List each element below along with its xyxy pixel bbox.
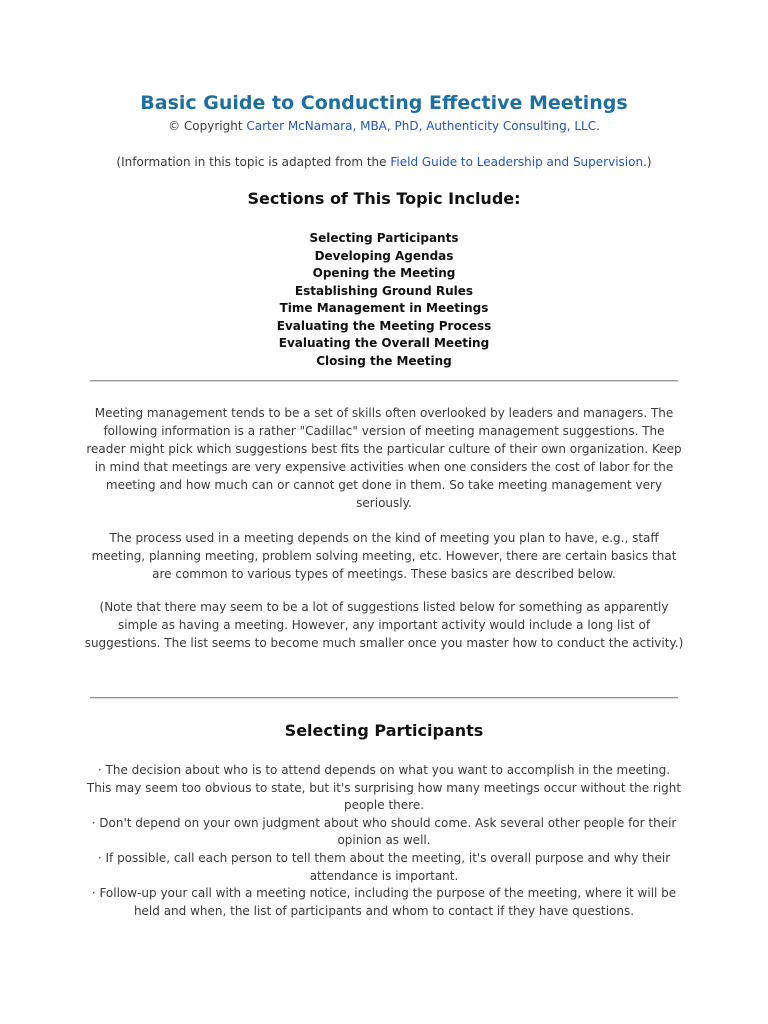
list-item: · The decision about who is to attend depends on what you want to accomplish in the meeting. This may seem too obvious to state, but it's surprising how many meetings occur without the right people there. (86, 763, 682, 813)
selecting-participants-heading: Selecting Participants (284, 721, 484, 740)
author-link[interactable]: Carter McNamara, MBA, PhD, Authenticity Consulting, LLC (246, 119, 597, 133)
divider (90, 697, 678, 699)
sections-heading: Sections of This Topic Include: (247, 189, 521, 208)
toc-item-closing-the-meeting[interactable]: Closing the Meeting (316, 353, 452, 368)
list-item: · Follow-up your call with a meeting notice, including the purpose of the meeting, where it will be held and when, the list of participants and whom to contact if they have questions. (91, 886, 677, 918)
toc-item-evaluating-overall[interactable]: Evaluating the Overall Meeting (278, 336, 490, 350)
list-item: · If possible, call each person to tell them about the meeting, it's overall purpose and why their attendance is important. (97, 850, 671, 883)
source-note-suffix: .) (643, 155, 652, 169)
toc-item-time-management[interactable]: Time Management in Meetings (279, 301, 489, 315)
source-note-prefix: (Information in this topic is adapted from the (116, 155, 391, 169)
intro-paragraph-1: Meeting management tends to be a set of skills often overlooked by leaders and managers. The following information is a rather "Cadillac" version of meeting management suggestions. The reader might pick which suggestions best fits the particular culture of their own organization. Keep in mind that meetings are very expensive activities when one considers the cost of labor for the meeting and how much can or cannot get done in them. So take meeting management very seriously. (86, 406, 682, 510)
source-note (0, 155, 768, 169)
copyright-suffix: . (596, 119, 600, 133)
intro-paragraph-2: The process used in a meeting depends on the kind of meeting you plan to have, e.g., staff meeting, planning meeting, problem solving meeting, etc. However, there are certain basics that are common to various types of meetings. These basics are described below. (91, 531, 677, 581)
toc-item-evaluating-process[interactable]: Evaluating the Meeting Process (276, 318, 492, 333)
copyright-prefix: © Copyright (168, 119, 247, 133)
copyright-line (0, 119, 768, 133)
toc-item-selecting-participants[interactable]: Selecting Participants (309, 231, 459, 245)
table-of-contents (0, 230, 768, 370)
selecting-participants-list (84, 762, 684, 920)
list-item: · Don't depend on your own judgment about who should come. Ask several other people for their opinion as well. (91, 815, 677, 848)
field-guide-link[interactable]: Field Guide to Leadership and Supervision (390, 155, 644, 169)
toc-item-establishing-ground-rules[interactable]: Establishing Ground Rules (294, 283, 474, 298)
toc-item-developing-agendas[interactable]: Developing Agendas (314, 248, 454, 263)
intro-paragraph-3: (Note that there may seem to be a lot of suggestions listed below for something as apparently simple as having a meeting. However, any important activity would include a long list of suggestions. The list seems to become much smaller once you master how to conduct the activity.) (84, 600, 684, 650)
divider (90, 380, 678, 382)
toc-item-opening-the-meeting[interactable]: Opening the Meeting (312, 266, 456, 280)
page-title: Basic Guide to Conducting Effective Meetings (140, 92, 628, 114)
